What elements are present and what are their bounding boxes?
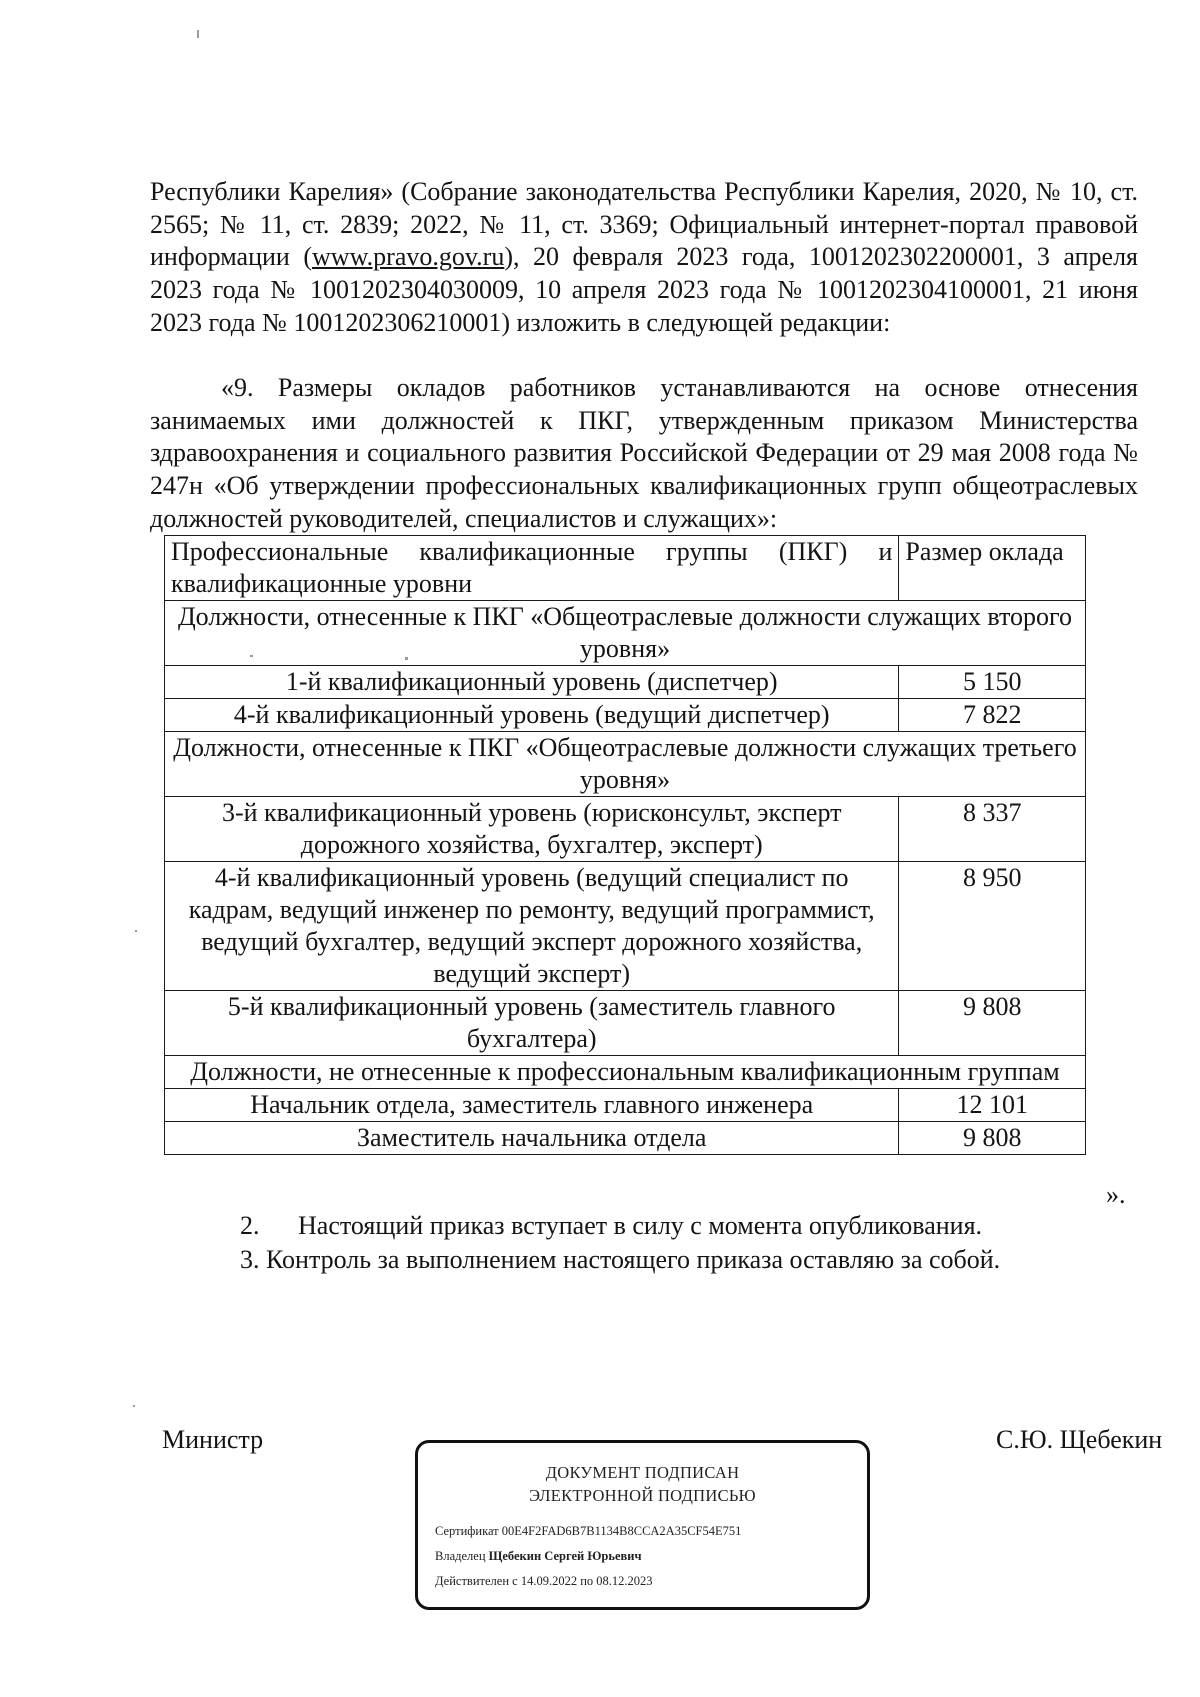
group-unclassified: Должности, не отнесенные к профессиональным квалификационным группам [165, 1056, 1086, 1089]
item-2-text: Настоящий приказ вступает в силу с момента опубликования. [298, 1211, 983, 1240]
row-label: 4-й квалификационный уровень (ведущий специалист по кадрам, ведущий инженер по ремонту, ведущий программист, ведущий бухгалтер, ведущий эксперт дорожного хозяйства, ведущий эксперт) [165, 862, 899, 991]
table-row [165, 1122, 1086, 1155]
stamp-title-line-1: ДОКУМЕНТ ПОДПИСАН [545, 1463, 740, 1482]
valid-label: Действителен с [435, 1574, 518, 1588]
item-2-number: 2. [240, 1211, 260, 1240]
row-value: 5 150 [899, 666, 1086, 699]
table-row [165, 1089, 1086, 1122]
row-value: 9 808 [899, 1122, 1086, 1155]
table-row [165, 991, 1086, 1056]
table-row [165, 797, 1086, 862]
group-row [165, 601, 1086, 666]
signatory-title: Министр [162, 1425, 264, 1454]
intro-text-before-url: Республики Карелия» (Собрание законодательства Республики Карелия, 2020, № 10, ст. 2565; № 11, ст. 2839; 2022, № 11, ст. 3369; Официальный интернет-портал правовой информации ( [150, 177, 1138, 272]
row-label: Заместитель начальника отдела [165, 1122, 899, 1155]
stamp-title-line-2: ЭЛЕКТРОННОЙ ПОДПИСЬЮ [529, 1486, 756, 1505]
table-row [165, 699, 1086, 732]
cert-value: 00E4F2FAD6B7B1134B8CCA2A35CF54E751 [501, 1524, 742, 1538]
header-groups-cell: Профессиональные квалификационные группы (ПКГ) и квалификационные уровни [165, 536, 899, 601]
group-row [165, 1056, 1086, 1089]
header-salary-cell: Размер оклада [899, 536, 1086, 601]
owner-label: Владелец [435, 1549, 486, 1563]
item-3: 3. Контроль за выполнением настоящего приказа оставляю за собой. [240, 1245, 1001, 1274]
stamp-certificate [435, 1523, 741, 1539]
closing-quote-mark: ». [1106, 1180, 1126, 1209]
item-2 [240, 1210, 982, 1242]
row-value: 7 822 [899, 699, 1086, 732]
cert-label: Сертификат [435, 1524, 499, 1538]
row-label: 1-й квалификационный уровень (диспетчер) [165, 666, 899, 699]
signatory-name: С.Ю. Щебекин [996, 1425, 1163, 1454]
scan-speck [250, 655, 253, 657]
intro-text-after-url: ), 20 февраля 2023 года, 1001202302200001, 3 апреля 2023 года № 1001202304030009, 10 апреля 2023 года № 1001202304100001, 21 июня 2023 года № 1001202306210001) изложить в следующей редакции: [150, 242, 1138, 337]
row-value: 9 808 [899, 991, 1086, 1056]
table-header-row [165, 536, 1086, 601]
table-row [165, 666, 1086, 699]
stamp-title [418, 1461, 867, 1507]
stamp-owner [435, 1548, 642, 1564]
row-label: Начальник отдела, заместитель главного инженера [165, 1089, 899, 1122]
row-label: 3-й квалификационный уровень (юрисконсульт, эксперт дорожного хозяйства, бухгалтер, эксперт) [165, 797, 899, 862]
row-value: 8 950 [899, 862, 1086, 991]
row-label: 4-й квалификационный уровень (ведущий диспетчер) [165, 699, 899, 732]
scan-speck [197, 30, 199, 38]
scan-speck [135, 930, 137, 932]
electronic-signature-stamp [415, 1440, 870, 1610]
row-value: 8 337 [899, 797, 1086, 862]
scan-speck [405, 657, 408, 660]
group-third-level: Должности, отнесенные к ПКГ «Общеотраслевые должности служащих третьего уровня» [165, 732, 1086, 797]
row-label: 5-й квалификационный уровень (заместитель главного бухгалтера) [165, 991, 899, 1056]
table-row [165, 862, 1086, 991]
paragraph-9: «9. Размеры окладов работников устанавливаются на основе отнесения занимаемых ими должностей к ПКГ, утвержденным приказом Министерства здравоохранения и социального развития Российской Федерации от 29 мая 2008 года № 247н «Об утверждении профессиональных квалификационных групп общеотраслевых должностей руководителей, специалистов и служащих»: [150, 373, 1138, 533]
valid-from: 14.09.2022 [520, 1574, 578, 1588]
intro-paragraph [150, 176, 1138, 340]
stamp-validity [435, 1573, 653, 1589]
group-second-level: Должности, отнесенные к ПКГ «Общеотраслевые должности служащих второго уровня» [165, 601, 1086, 666]
pravo-link[interactable]: www.pravo.gov.ru [312, 242, 505, 272]
valid-to-label: по [580, 1574, 594, 1588]
scan-speck [133, 1405, 135, 1407]
owner-value: Щебекин Сергей Юрьевич [488, 1549, 642, 1563]
group-row [165, 732, 1086, 797]
valid-to: 08.12.2023 [596, 1574, 653, 1588]
salary-table [164, 535, 1086, 1155]
row-value: 12 101 [899, 1089, 1086, 1122]
